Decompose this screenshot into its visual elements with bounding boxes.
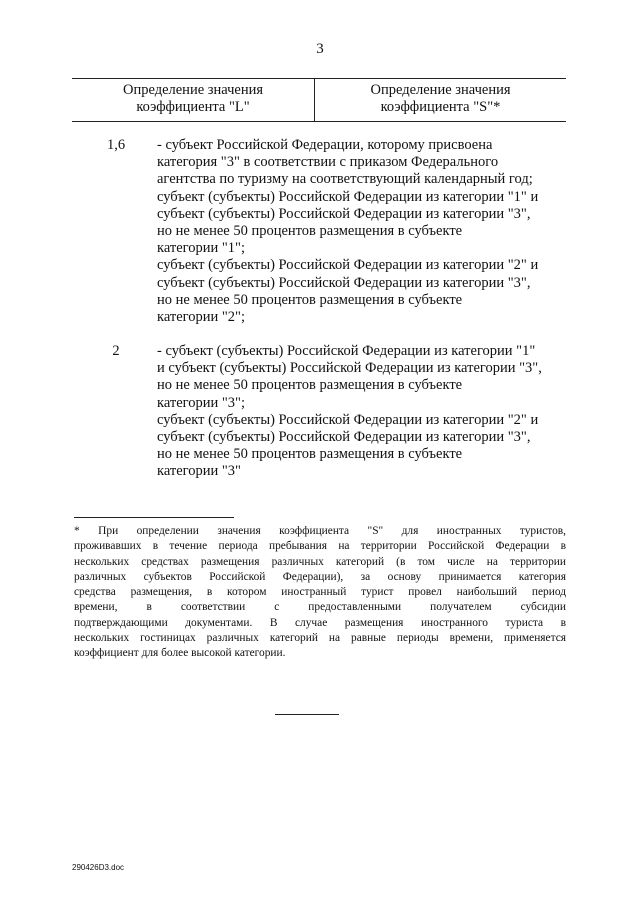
footnote-line: коэффициент для более высокой категории.: [74, 647, 286, 660]
column-header-l-line: коэффициента "L": [136, 99, 250, 115]
coefficient-l-value: 1,6: [106, 137, 126, 153]
condition-line: субъект (субъекты) Российской Федерации из категории "1" и: [157, 188, 539, 205]
condition-line: категории "2";: [157, 309, 246, 326]
condition-line: субъект (субъекты) Российской Федерации из категории "2" и: [157, 411, 539, 428]
condition-line: агентства по туризму на соответствующий календарный год;: [157, 171, 533, 188]
column-header-l-line: Определение значения: [122, 82, 264, 98]
footnote-line: проживавших в течение периода пребывания на территории Российской Федерации в: [74, 540, 566, 553]
footnote-line: нескольких средствах размещения различных категорий (в том числе на территории: [74, 555, 566, 568]
condition-line: категории "3": [157, 463, 241, 480]
condition-line: категории "3";: [157, 394, 246, 411]
condition-line: субъект (субъекты) Российской Федерации из категории "2" и: [157, 257, 539, 274]
footnote-line: подтверждающими документами. В случае размещения иностранного туриста в: [74, 616, 566, 629]
condition-line: субъект (субъекты) Российской Федерации из категории "3",: [157, 429, 531, 446]
document-end-separator: [275, 714, 339, 715]
footnote-line: нескольких гостиницах различных категорий на равные периоды времени, применяется: [74, 632, 566, 645]
condition-line: но не менее 50 процентов размещения в субъекте: [157, 377, 463, 394]
column-header-s: [315, 79, 566, 121]
condition-line: - субъект Российской Федерации, которому присвоена: [157, 137, 493, 153]
file-reference: 290426D3.doc: [72, 863, 125, 872]
condition-line: но не менее 50 процентов размещения в субъекте: [157, 223, 463, 240]
footnote-line: различных субъектов Российской Федерации), за основу принимается категория: [74, 570, 566, 583]
footnote-line: средства размещения, в котором иностранный турист провел наибольший период: [74, 586, 566, 599]
column-header-s-line: Определение значения: [370, 82, 511, 98]
column-header-l: [72, 79, 315, 121]
condition-line: но не менее 50 процентов размещения в субъекте: [157, 446, 463, 463]
coefficient-s-conditions: [157, 343, 577, 481]
condition-line: субъект (субъекты) Российской Федерации из категории "3",: [157, 274, 531, 291]
coefficient-s-conditions: [157, 137, 577, 326]
column-header-s-line: коэффициента "S"*: [380, 99, 501, 115]
footnote-separator: [74, 517, 234, 518]
footnote-line: * При определении значения коэффициента "S" для иностранных туристов,: [74, 525, 566, 537]
footnote: [74, 524, 566, 662]
condition-line: и субъект (субъекты) Российской Федерации из категории "3",: [157, 360, 542, 377]
table-header: [72, 78, 566, 122]
condition-line: но не менее 50 процентов размещения в субъекте: [157, 291, 463, 308]
condition-line: категория "3" в соответствии с приказом Федерального: [157, 154, 499, 171]
footnote-line: времени, в соответствии с предоставленными получателем субсидии: [74, 601, 566, 614]
condition-line: субъект (субъекты) Российской Федерации из категории "3",: [157, 205, 531, 222]
condition-line: категории "1";: [157, 240, 246, 257]
coefficient-l-value: 2: [112, 343, 120, 359]
page-number: 3: [316, 41, 324, 57]
condition-line: - субъект (субъекты) Российской Федерации из категории "1": [157, 343, 536, 359]
